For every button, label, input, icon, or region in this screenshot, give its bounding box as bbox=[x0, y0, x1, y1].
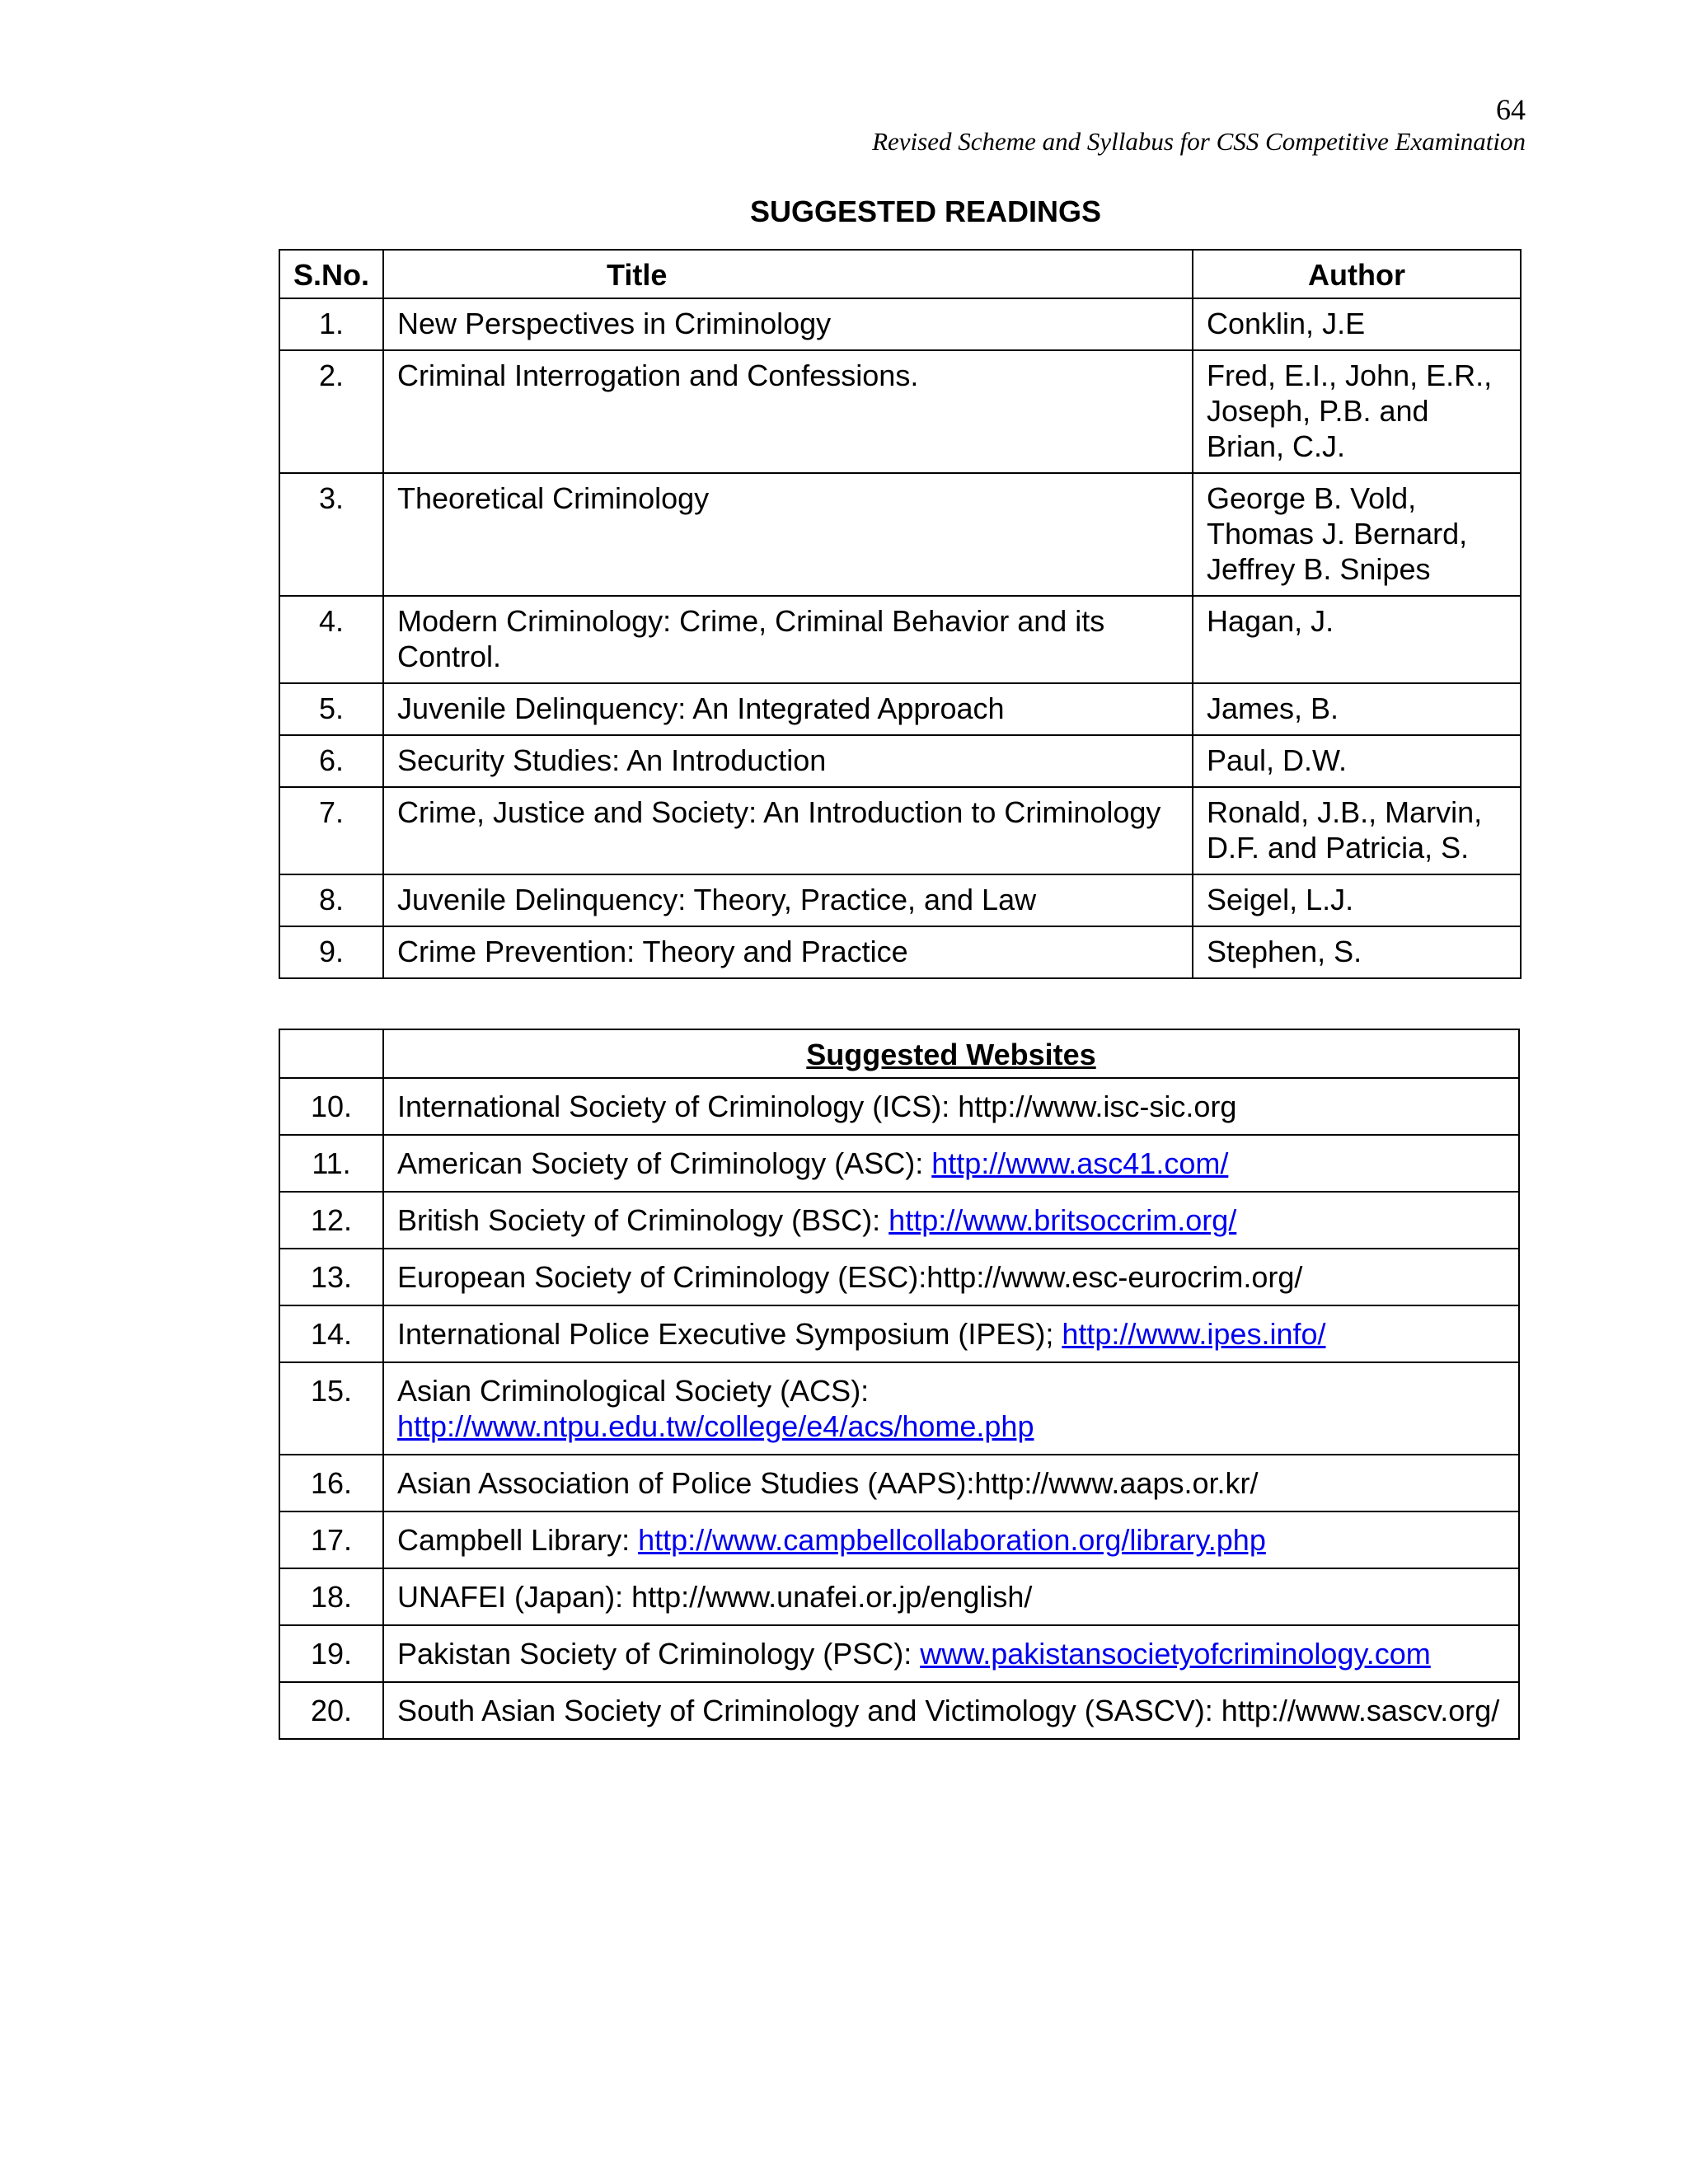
row-author: Seigel, L.J. bbox=[1193, 874, 1521, 926]
row-text: Pakistan Society of Criminology (PSC): bbox=[397, 1637, 921, 1671]
row-text: Campbell Library: bbox=[397, 1523, 639, 1557]
row-text-cell bbox=[383, 1078, 1519, 1135]
row-author: George B. Vold, Thomas J. Bernard, Jeffrey B. Snipes bbox=[1193, 473, 1521, 596]
table-row bbox=[279, 1078, 1519, 1135]
website-link[interactable]: http://www.britsoccrim.org/ bbox=[889, 1203, 1237, 1237]
table-row bbox=[279, 1682, 1519, 1739]
row-text: International Police Executive Symposium (IPES); bbox=[397, 1317, 1062, 1351]
websites-table bbox=[279, 1029, 1520, 1740]
row-sno: 6. bbox=[279, 735, 383, 787]
table-row bbox=[279, 683, 1521, 735]
row-sno: 13. bbox=[279, 1249, 383, 1305]
row-text-cell bbox=[383, 1682, 1519, 1739]
row-sno: 7. bbox=[279, 787, 383, 874]
table-row bbox=[279, 1625, 1519, 1682]
row-text: European Society of Criminology (ESC):http://www.esc-eurocrim.org/ bbox=[397, 1260, 1303, 1294]
row-text-cell bbox=[383, 1192, 1519, 1249]
column-header-author: Author bbox=[1193, 250, 1521, 298]
table-row bbox=[279, 874, 1521, 926]
row-text: South Asian Society of Criminology and Victimology (SASCV): http://www.sascv.org/ bbox=[397, 1694, 1500, 1727]
table-row bbox=[279, 1455, 1519, 1511]
row-sno: 5. bbox=[279, 683, 383, 735]
row-text: Asian Association of Police Studies (AAPS):http://www.aaps.or.kr/ bbox=[397, 1466, 1259, 1500]
table-row bbox=[279, 1362, 1519, 1455]
row-sno: 18. bbox=[279, 1568, 383, 1625]
column-header-title: Title bbox=[383, 250, 1193, 298]
row-sno: 12. bbox=[279, 1192, 383, 1249]
row-title: New Perspectives in Criminology bbox=[383, 298, 1193, 350]
row-sno: 1. bbox=[279, 298, 383, 350]
row-sno: 2. bbox=[279, 350, 383, 473]
row-sno: 11. bbox=[279, 1135, 383, 1192]
row-author: Conklin, J.E bbox=[1193, 298, 1521, 350]
row-title: Juvenile Delinquency: Theory, Practice, and Law bbox=[383, 874, 1193, 926]
row-title: Theoretical Criminology bbox=[383, 473, 1193, 596]
website-link[interactable]: www.pakistansocietyofcriminology.com bbox=[920, 1637, 1431, 1671]
row-title: Criminal Interrogation and Confessions. bbox=[383, 350, 1193, 473]
table-row bbox=[279, 1305, 1519, 1362]
table-row bbox=[279, 1249, 1519, 1305]
website-link[interactable]: http://www.ntpu.edu.tw/college/e4/acs/home.php bbox=[397, 1409, 1034, 1443]
readings-header-row bbox=[279, 250, 1521, 298]
row-text-cell bbox=[383, 1249, 1519, 1305]
row-title: Crime Prevention: Theory and Practice bbox=[383, 926, 1193, 978]
row-author: Paul, D.W. bbox=[1193, 735, 1521, 787]
websites-heading-row bbox=[279, 1029, 1519, 1078]
row-sno: 17. bbox=[279, 1511, 383, 1568]
row-author: Hagan, J. bbox=[1193, 596, 1521, 683]
table-row bbox=[279, 596, 1521, 683]
table-row bbox=[279, 1192, 1519, 1249]
table-row bbox=[279, 1135, 1519, 1192]
table-row bbox=[279, 473, 1521, 596]
row-text-cell bbox=[383, 1305, 1519, 1362]
section-title: SUGGESTED READINGS bbox=[749, 194, 1102, 228]
website-link[interactable]: http://www.asc41.com/ bbox=[931, 1146, 1229, 1180]
row-text-cell bbox=[383, 1625, 1519, 1682]
row-title: Modern Criminology: Crime, Criminal Behavior and its Control. bbox=[383, 596, 1193, 683]
table-row bbox=[279, 1511, 1519, 1568]
row-sno: 19. bbox=[279, 1625, 383, 1682]
table-row bbox=[279, 787, 1521, 874]
websites-heading-cell bbox=[383, 1029, 1519, 1078]
row-text-cell bbox=[383, 1362, 1519, 1455]
table-row bbox=[279, 735, 1521, 787]
running-header: Revised Scheme and Syllabus for CSS Competitive Examination bbox=[872, 127, 1526, 156]
row-sno: 20. bbox=[279, 1682, 383, 1739]
row-text: British Society of Criminology (BSC): bbox=[397, 1203, 889, 1237]
row-sno: 10. bbox=[279, 1078, 383, 1135]
table-row bbox=[279, 298, 1521, 350]
row-author: James, B. bbox=[1193, 683, 1521, 735]
row-text-cell bbox=[383, 1455, 1519, 1511]
page-number: 64 bbox=[1496, 93, 1526, 126]
row-title: Crime, Justice and Society: An Introduction to Criminology bbox=[383, 787, 1193, 874]
row-sno: 3. bbox=[279, 473, 383, 596]
empty-cell bbox=[279, 1029, 383, 1078]
row-author: Ronald, J.B., Marvin, D.F. and Patricia, S. bbox=[1193, 787, 1521, 874]
row-author: Fred, E.I., John, E.R., Joseph, P.B. and Brian, C.J. bbox=[1193, 350, 1521, 473]
row-author: Stephen, S. bbox=[1193, 926, 1521, 978]
row-sno: 9. bbox=[279, 926, 383, 978]
row-text: Asian Criminological Society (ACS): bbox=[397, 1374, 870, 1408]
row-title: Security Studies: An Introduction bbox=[383, 735, 1193, 787]
row-title: Juvenile Delinquency: An Integrated Approach bbox=[383, 683, 1193, 735]
websites-heading: Suggested Websites bbox=[806, 1038, 1096, 1071]
table-row bbox=[279, 926, 1521, 978]
row-sno: 4. bbox=[279, 596, 383, 683]
row-sno: 8. bbox=[279, 874, 383, 926]
table-row bbox=[279, 350, 1521, 473]
website-link[interactable]: http://www.ipes.info/ bbox=[1062, 1317, 1326, 1351]
row-text: American Society of Criminology (ASC): bbox=[397, 1146, 932, 1180]
row-sno: 14. bbox=[279, 1305, 383, 1362]
column-header-sno: S.No. bbox=[279, 250, 383, 298]
row-text: International Society of Criminology (ICS): http://www.isc-sic.org bbox=[397, 1090, 1237, 1123]
table-row bbox=[279, 1568, 1519, 1625]
row-text-cell bbox=[383, 1511, 1519, 1568]
row-text-cell bbox=[383, 1135, 1519, 1192]
row-sno: 16. bbox=[279, 1455, 383, 1511]
row-text-cell bbox=[383, 1568, 1519, 1625]
row-text: UNAFEI (Japan): http://www.unafei.or.jp/english/ bbox=[397, 1580, 1033, 1614]
website-link[interactable]: http://www.campbellcollaboration.org/library.php bbox=[638, 1523, 1266, 1557]
row-sno: 15. bbox=[279, 1362, 383, 1455]
readings-table bbox=[279, 249, 1522, 979]
